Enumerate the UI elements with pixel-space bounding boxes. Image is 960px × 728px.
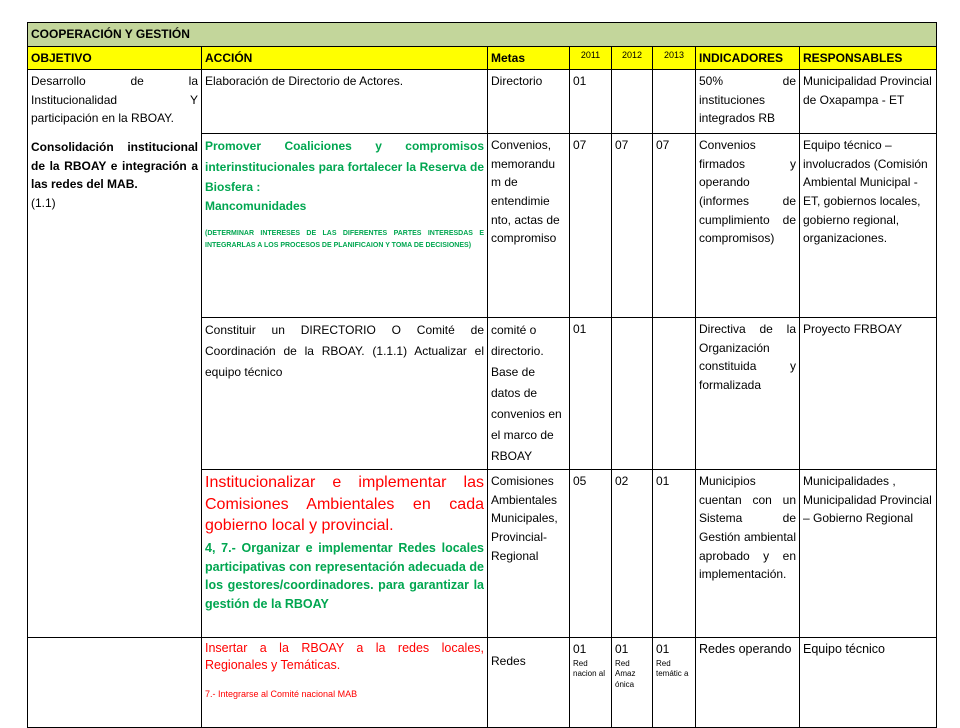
indicator-cell: Municipios cuentan con un Sistema de Gestión ambiental aprobado y en implementación. bbox=[696, 470, 800, 638]
year-2011-cell: 01 bbox=[570, 318, 612, 470]
objective-cell-empty bbox=[28, 638, 202, 728]
year-value: 01 bbox=[656, 642, 670, 657]
goal-cell: comité o directorio. Base de datos de convenios en el marco de RBOAY bbox=[488, 318, 570, 470]
header-metas: Metas bbox=[488, 46, 570, 70]
responsible-cell: Municipalidad Provincial de Oxapampa - ET bbox=[800, 70, 937, 134]
header-2013: 2013 bbox=[653, 46, 696, 70]
goal-cell: Redes bbox=[488, 638, 570, 728]
responsible-cell: Proyecto FRBOAY bbox=[800, 318, 937, 470]
year-value: 01 bbox=[573, 642, 587, 657]
objective-cell bbox=[28, 70, 202, 638]
objective-text: Desarrollo de la Institucionalidad Y participación en la RBOAY. bbox=[31, 74, 198, 126]
year-2013-cell bbox=[653, 70, 696, 134]
year-note: Red Amaz ónica bbox=[615, 658, 636, 689]
year-value: 01 bbox=[615, 642, 629, 657]
action-cell bbox=[202, 134, 488, 318]
year-2012-cell: 02 bbox=[612, 470, 653, 638]
action-sub: 4, 7.- Organizar e implementar Redes locales participativas con representación adecuada de los gestores/coordinadores. para garantizar la gestión de la RBOAY bbox=[205, 540, 484, 612]
table-row bbox=[28, 70, 937, 134]
year-note: Red temátic a bbox=[656, 658, 689, 679]
action-cell: Elaboración de Directorio de Actores. bbox=[202, 70, 488, 134]
goal-cell: Comisiones Ambientales Municipales, Provincial- Regional bbox=[488, 470, 570, 638]
year-note: Red nacion al bbox=[573, 658, 606, 679]
year-2012-cell bbox=[612, 318, 653, 470]
action-note: 7.- Integrarse al Comité nacional MAB bbox=[205, 688, 358, 699]
action-sub: Mancomunidades bbox=[205, 199, 307, 214]
year-2012-cell bbox=[612, 638, 653, 728]
year-2011-cell: 05 bbox=[570, 470, 612, 638]
header-accion: ACCIÓN bbox=[202, 46, 488, 70]
section-title: COOPERACIÓN Y GESTIÓN bbox=[28, 23, 937, 47]
responsible-cell: Municipalidades , Municipalidad Provincial – Gobierno Regional bbox=[800, 470, 937, 638]
year-2013-cell bbox=[653, 318, 696, 470]
action-cell bbox=[202, 470, 488, 638]
header-row bbox=[28, 46, 937, 70]
year-2011-cell: 01 bbox=[570, 70, 612, 134]
responsible-cell: Equipo técnico – involucrados (Comisión Ambiental Municipal - ET, gobiernos locales, gobierno regional, organizaciones. bbox=[800, 134, 937, 318]
year-2013-cell bbox=[653, 638, 696, 728]
action-main: Institucionalizar e implementar las Comisiones Ambientales en cada gobierno local y provincial. bbox=[205, 474, 484, 535]
year-2013-cell: 07 bbox=[653, 134, 696, 318]
header-responsables: RESPONSABLES bbox=[800, 46, 937, 70]
year-2011-cell bbox=[570, 638, 612, 728]
action-cell: Constituir un DIRECTORIO O Comité de Coordinación de la RBOAY. (1.1.1) Actualizar el equipo técnico bbox=[202, 318, 488, 470]
objective-code: (1.1) bbox=[31, 195, 56, 210]
year-2011-cell: 07 bbox=[570, 134, 612, 318]
responsible-cell: Equipo técnico bbox=[800, 638, 937, 728]
indicator-cell: Directiva de la Organización constituida y formalizada bbox=[696, 318, 800, 470]
header-2011: 2011 bbox=[570, 46, 612, 70]
section-title-row bbox=[28, 23, 937, 47]
year-2012-cell: 07 bbox=[612, 134, 653, 318]
header-objetivo: OBJETIVO bbox=[28, 46, 202, 70]
indicator-cell: Redes operando bbox=[696, 638, 800, 728]
year-2012-cell bbox=[612, 70, 653, 134]
goal-cell: Convenios, memorandu m de entendimie nto, actas de compromiso bbox=[488, 134, 570, 318]
year-2013-cell: 01 bbox=[653, 470, 696, 638]
indicator-cell: 50% de instituciones integrados RB bbox=[696, 70, 800, 134]
header-indicadores: INDICADORES bbox=[696, 46, 800, 70]
cooperation-plan-table bbox=[27, 22, 937, 728]
table-row bbox=[28, 638, 937, 728]
objective-consolidation: Consolidación institucional de la RBOAY e integración a las redes del MAB. bbox=[31, 139, 198, 192]
action-note: (DETERMINAR INTERESES DE LAS DIFERENTES PARTES INTERESDAS E INTEGRARLAS A LOS PROCESOS DE PLANIFICAION Y TOMA DE DECISIONES) bbox=[205, 229, 484, 250]
action-cell bbox=[202, 638, 488, 728]
indicator-cell: Convenios firmados y operando (informes de cumplimiento de compromisos) bbox=[696, 134, 800, 318]
action-main: Insertar a la RBOAY a la redes locales, Regionales y Temáticas. bbox=[205, 641, 484, 673]
action-main: Promover Coaliciones y compromisos interinstitucionales para fortalecer la Reserva de Biosfera : bbox=[205, 139, 484, 194]
header-2012: 2012 bbox=[612, 46, 653, 70]
goal-cell: Directorio bbox=[488, 70, 570, 134]
